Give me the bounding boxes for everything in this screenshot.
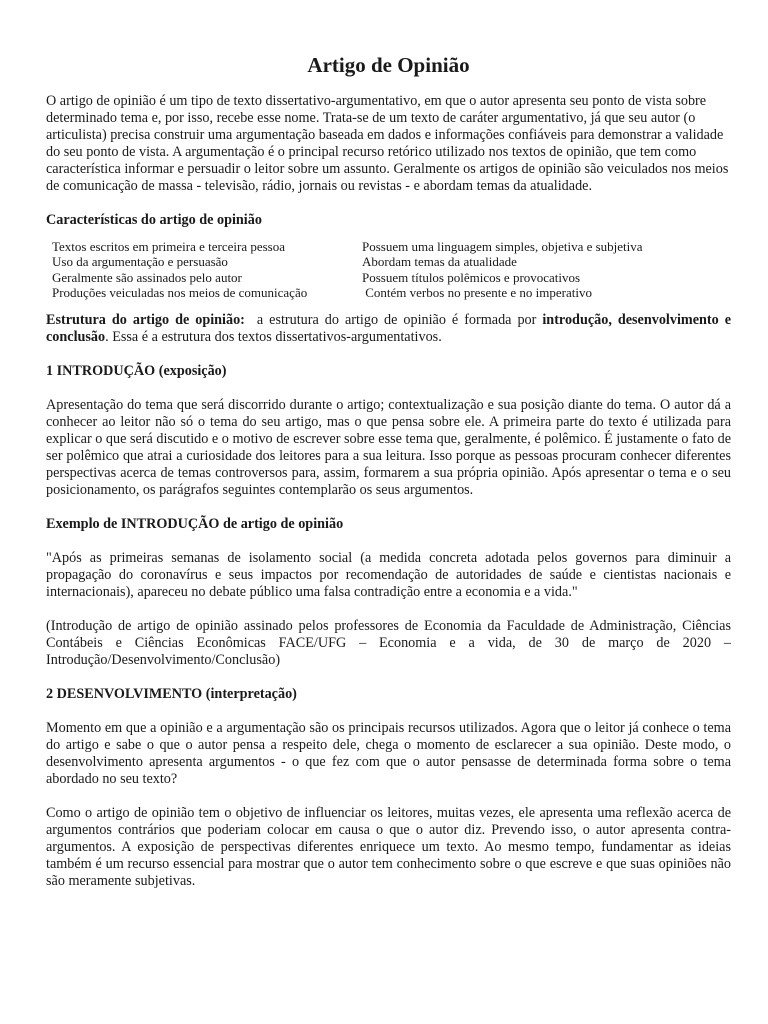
- characteristic-item: Possuem títulos polêmicos e provocativos: [362, 269, 581, 285]
- intro-paragraph: O artigo de opinião é um tipo de texto dissertativo-argumentativo, em que o autor apresenta seu ponto de vista sobre determinado tema e, por isso, recebe esse nome. Trata-se de um texto de caráter argumentativo, já que seu autor (o articulista) precisa construir uma argumentação baseada em dados e informações confiáveis para demonstrar a validade do seu ponto de vista. A argumentação é o principal recurso retórico utilizado nos textos de opinião, que tem como característica informar e persuadir o leitor sobre um assunto. Geralmente os artigos de opinião são veiculados nos meios de comunicação de massa - televisão, rádio, jornais ou revistas - e abordam temas da atualidade.: [46, 93, 729, 194]
- section-heading-development: 2 DESENVOLVIMENTO (interpretação): [46, 685, 297, 702]
- page-title: Artigo de Opinião: [307, 53, 470, 77]
- structure-parts: introdução, desenvolvimento e conclusão: [46, 311, 732, 345]
- example-source: (Introdução de artigo de opinião assinado pelos professores de Economia da Faculdade de Administração, Ciências Contábeis e Ciências Econômicas FACE/UFG – Economia e a vida, de 30 de março de 2020 – Introdução/Desenvolvimento/Conclusão): [46, 617, 731, 668]
- structure-text: a estrutura do artigo de opinião é formada por: [244, 311, 543, 328]
- characteristic-item: Textos escritos em primeira e terceira pessoa: [52, 239, 285, 254]
- development-paragraph: Como o artigo de opinião tem o objetivo de influenciar os leitores, muitas vezes, ele apresenta uma reflexão acerca de argumentos contrários que poderiam colocar em causa o que o autor diz. Prevendo isso, o autor apresenta contra-argumentos. A exposição de perspectivas diferentes enriquece um texto. Ao mesmo tempo, fundamentar as ideias também é um recurso essencial para mostrar que o autor tem conhecimento sobre o que escreve e que suas opiniões não são meramente subjetivas.: [46, 804, 731, 889]
- structure-label: Estrutura do artigo de opinião:: [46, 311, 245, 328]
- characteristic-item: Abordam temas da atualidade: [362, 254, 517, 270]
- characteristic-item: Possuem uma linguagem simples, objetiva e subjetiva: [362, 239, 643, 254]
- example-quote: "Após as primeiras semanas de isolamento social (a medida concreta adotada pelos governos para diminuir a propagação do coronavírus e seus impactos por recomendação de autoridades de saúde e cientistas nacionais e internacionais), apareceu no debate público uma falsa contradição entre a economia e a vida.": [46, 549, 731, 600]
- structure-text-end: . Essa é a estrutura dos textos dissertativos-argumentativos.: [105, 328, 442, 345]
- section-heading-introduction: 1 INTRODUÇÃO (exposição): [46, 362, 227, 379]
- example-heading: Exemplo de INTRODUÇÃO de artigo de opinião: [46, 515, 344, 532]
- characteristic-item: Produções veiculadas nos meios de comunicação: [52, 285, 308, 301]
- characteristic-item: Uso da argumentação e persuasão: [52, 254, 228, 270]
- development-paragraph: Momento em que a opinião e a argumentação são os principais recursos utilizados. Agora que o leitor já conhece o tema do artigo e sabe o que o autor pensa a respeito dele, chega o momento de esclarecer a sua opinião. Deste modo, o desenvolvimento apresenta argumentos - o que fez com que o autor pensasse de determinada forma sobre o tema abordado no seu texto?: [46, 719, 731, 787]
- characteristic-item: Geralmente são assinados pelo autor: [52, 269, 242, 285]
- characteristics-list: [46, 239, 731, 301]
- structure-paragraph: [46, 312, 731, 346]
- introduction-paragraph: Apresentação do tema que será discorrido durante o artigo; contextualização e sua posição diante do tema. O autor dá a conhecer ao leitor não só o tema do seu artigo, mas o que pensa sobre ele. A primeira parte do texto é utilizada para explicar o que será discutido e o motivo de escrever sobre esse tema que, geralmente, é polêmico. É justamente o fato de ser polêmico que atrai a curiosidade dos leitores para a sua leitura. Isso porque as pessoas procuram conhecer diferentes perspectivas acerca de temas controversos para, assim, formarem a sua própria opinião. Após apresentar o tema e o seu posicionamento, os parágrafos seguintes contemplarão os seus argumentos.: [46, 396, 731, 498]
- characteristic-item: Contém verbos no presente e no imperativo: [362, 285, 592, 301]
- characteristics-heading: Características do artigo de opinião: [46, 212, 262, 228]
